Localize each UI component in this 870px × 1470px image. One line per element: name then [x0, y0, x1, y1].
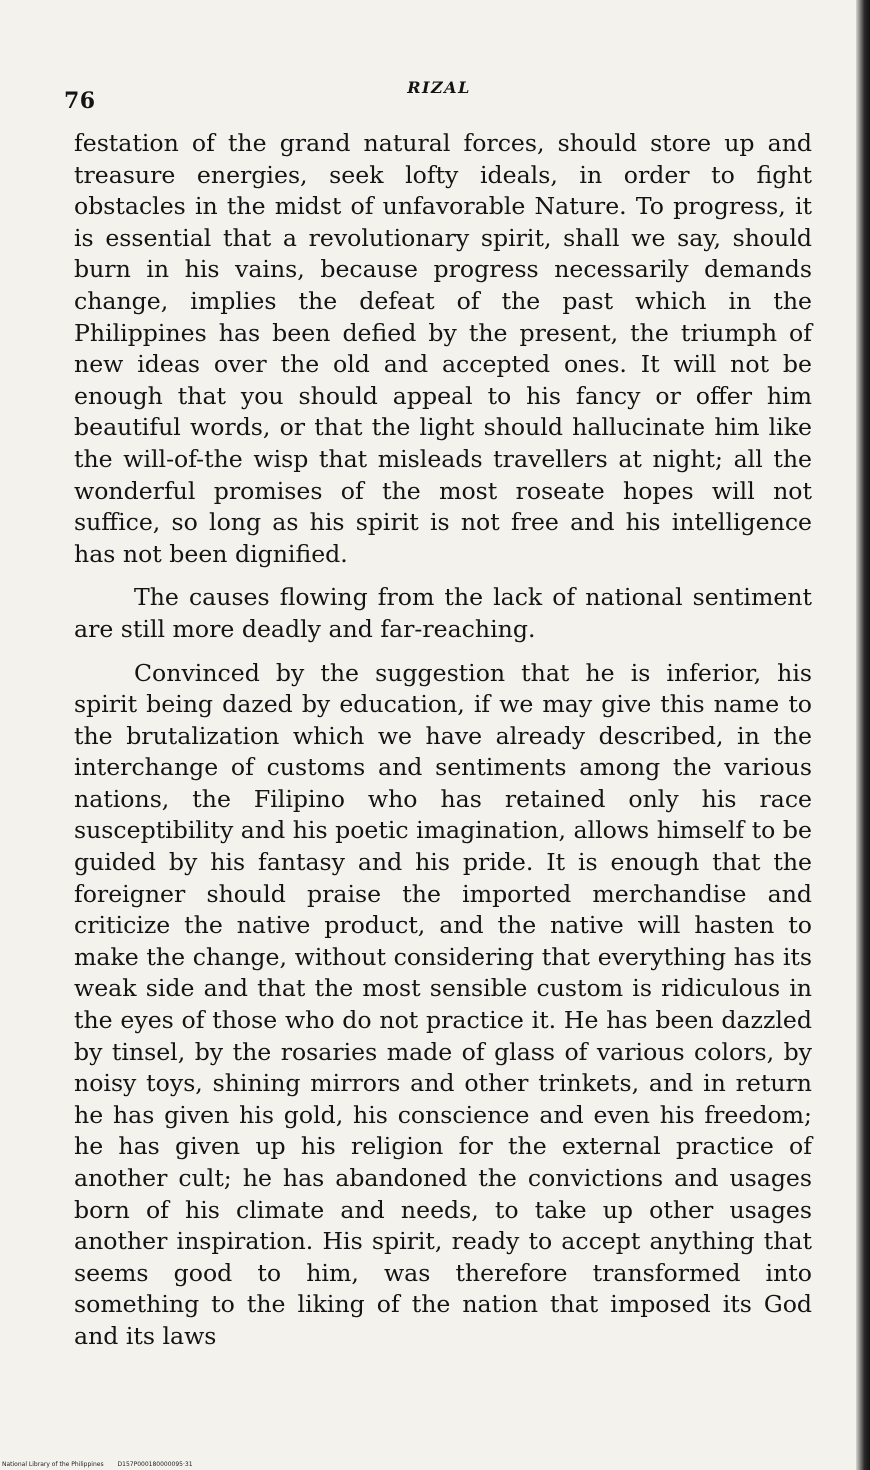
footer-library: National Library of the Philippines [2, 1461, 104, 1468]
paragraph-2: The causes flowing from the lack of national sentiment are still more deadly and far-reaching. [74, 583, 812, 643]
page-header [64, 78, 814, 118]
footer-code: D157P000180000095·31 [117, 1461, 193, 1468]
paragraph-3: Convinced by the suggestion that he is inferior, his spirit being dazed by education, if we may give this name to the brutalization which we have already described, in the interchange of customs and sentiments among the various nations, the Filipino who has retained only his race susceptibility and his poetic imagination, allows himself to be guided by his fantasy and his pride. It is enough that the foreigner should praise the imported merchandise and criticize the native product, and the native will hasten to make the change, without considering that everything has its weak side and that the most sensible custom is ridiculous in the eyes of those who do not practice it. He has been dazzled by tinsel, by the rosaries made of glass of various colors, by noisy toys, shining mirrors and other trinkets, and in return he has given his gold, his conscience and even his freedom; he has given up his religion for the external practice of another cult; he has abandoned the convictions and usages born of his climate and needs, to take up other usages another inspiration. His spirit, ready to accept anything that seems good to him, was therefore transformed into something to the liking of the nation that imposed its God and its laws [74, 658, 812, 1350]
scan-footer [2, 1461, 205, 1468]
paragraph-1: festation of the grand natural forces, should store up and treasure energies, seek lofty ideals, in order to fight obstacles in the midst of unfavorable Nature. To progress, it is essential that a revolutionary spirit, shall we say, should burn in his vains, because progress necessarily demands change, implies the defeat of the past which in the Philippines has been defied by the present, the triumph of new ideas over the old and accepted ones. It will not be enough that you should appeal to his fancy or offer him beautiful words, or that the light should hallucinate him like the will-of-the wisp that misleads travellers at night; all the wonderful promises of the most roseate hopes will not suffice, so long as his spirit is not free and his intelligence has not been dignified. [74, 129, 812, 568]
page-number: 76 [64, 88, 96, 114]
body-text [74, 128, 812, 1353]
running-head: RIZAL [407, 78, 471, 97]
page-edge-shadow [856, 0, 870, 1470]
